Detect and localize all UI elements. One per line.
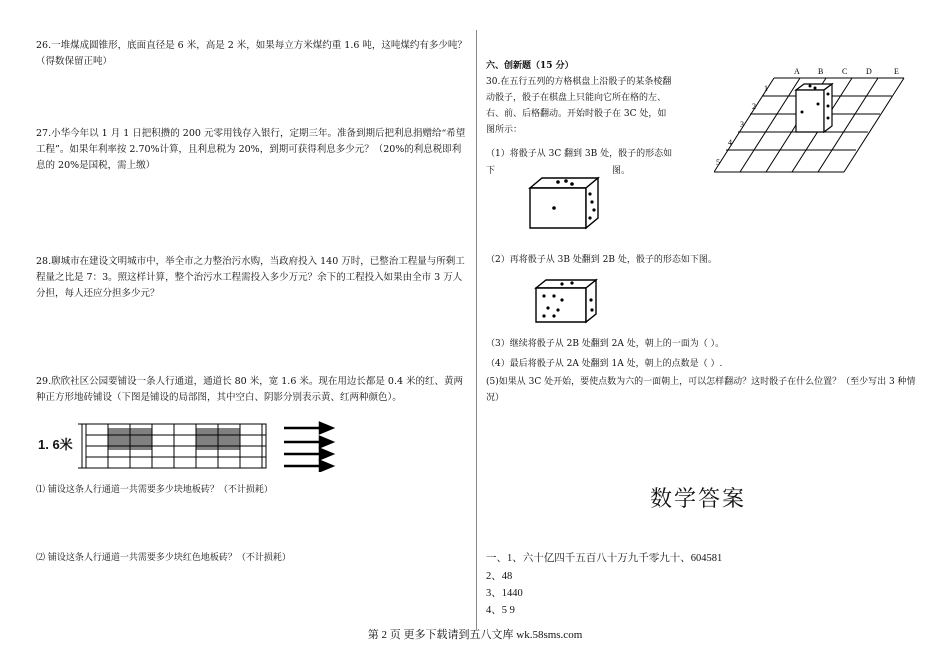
board-col-label: E bbox=[894, 67, 899, 76]
question-30-part-5: (5)如果从 3C 处开始，要使点数为六的一面朝上，可以怎样翻动？这时骰子在什么位置？（至少写出 3 种情况） bbox=[486, 377, 916, 403]
board-row-label: 5 bbox=[716, 158, 720, 167]
question-30-part-4: （4）最后将骰子从 2A 处翻到 1A 处，朝上的点数是（ ）. bbox=[486, 359, 723, 369]
answer-title: 数学答案 bbox=[650, 487, 747, 512]
board-row-label: 4 bbox=[728, 138, 732, 147]
question-29-part-2: ⑵ 铺设这条人行通道一共需要多少块红色地板砖？（不计损耗） bbox=[36, 553, 291, 563]
question-30-line: 30.在五行五列的方格棋盘上沿骰子的某条棱翻 bbox=[486, 77, 672, 87]
question-26: 26.一堆煤成圆锥形，底面直径是 6 米，高是 2 米，如果每立方米煤约重 1.6 吨，这吨煤约有多少吨？（得数保留正吨） bbox=[36, 40, 467, 67]
answer-line-4: 4、5 9 bbox=[486, 605, 515, 616]
question-30-line: 动骰子，骰子在棋盘上只能向它所在格的左、 bbox=[486, 93, 667, 103]
question-27: 27.小华今年以 1 月 1 日把积攒的 200 元零用钱存入银行，定期三年。准备到期后把利息捐赠给“希望工程”。如果年利率按 2.70%计算，且利息税为 20%，到期可获得利息多少元？（20%的利息税即利息的 20%是国税，需上缴） bbox=[36, 128, 466, 171]
die-figure-1 bbox=[526, 174, 610, 230]
question-30-line: 右、前、后格翻动。开始时骰子在 3C 处，如 bbox=[486, 109, 667, 119]
question-29: 29.欣欣社区公园要铺设一条人行通道，通道长 80 米，宽 1.6 米。现在用边长都是 0.4 米的红、黄两种正方形地砖铺设（下图是铺设的局部图，其中空白、阴影分别表示黄、红两种颜色）。 bbox=[36, 376, 464, 403]
question-30-part-2: （2）再将骰子从 3B 处翻到 2B 处，骰子的形态如下图。 bbox=[486, 255, 717, 265]
section-heading: 六、创新题（15 分） bbox=[486, 61, 574, 71]
die-on-board bbox=[796, 84, 832, 132]
board-col-label: B bbox=[818, 67, 824, 76]
board-row-label: 2 bbox=[752, 102, 756, 111]
board-col-label: C bbox=[842, 67, 848, 76]
arrow-icons bbox=[284, 423, 332, 471]
board-col-label: D bbox=[866, 67, 872, 76]
tile-grid-figure bbox=[36, 420, 336, 472]
question-30-part-1: （1）将骰子从 3C 翻到 3B 处，骰子的形态如 bbox=[486, 149, 673, 159]
question-28: 28.聊城市在建设文明城市中，举全市之力整治污水购，当政府投入 140 万时，已整治工程量与所剩工程量之比是 7：3。照这样计算，整个治污水工程需投入多少万元？余下的工程投入如果由全市 3 万人分担，每人还应分担多少元？ bbox=[36, 256, 465, 299]
tile-grid bbox=[36, 420, 336, 472]
die-figure-2 bbox=[532, 276, 598, 326]
page-footer: 第 2 页 更多下载请到五八文库 wk.58sms.com bbox=[367, 629, 583, 641]
answer-line-1: 一、1、六十亿四千五百八十万九千零九十、604581 bbox=[486, 553, 723, 564]
grid-width-label: 1. 6米 bbox=[38, 437, 73, 452]
question-30-line: 图所示： bbox=[486, 125, 523, 135]
dice-board-figure bbox=[714, 64, 910, 180]
board-col-label: A bbox=[794, 67, 800, 76]
question-30-part-3: （3）继续将骰子从 2B 处翻到 2A 处，朝上的一面为（ ）。 bbox=[486, 339, 725, 349]
question-30-part-1-c: 图。 bbox=[612, 166, 631, 176]
question-29-part-1: ⑴ 铺设这条人行通道一共需要多少块地板砖？（不计损耗） bbox=[36, 485, 273, 495]
column-divider bbox=[476, 30, 477, 630]
answer-line-2: 2、48 bbox=[486, 571, 513, 582]
question-30-part-1-b: 下 bbox=[486, 166, 496, 176]
question-30-intro bbox=[486, 74, 716, 138]
board-row-label: 1 bbox=[764, 84, 768, 93]
answer-line-3: 3、1440 bbox=[486, 588, 523, 599]
board-row-label: 3 bbox=[740, 120, 744, 129]
